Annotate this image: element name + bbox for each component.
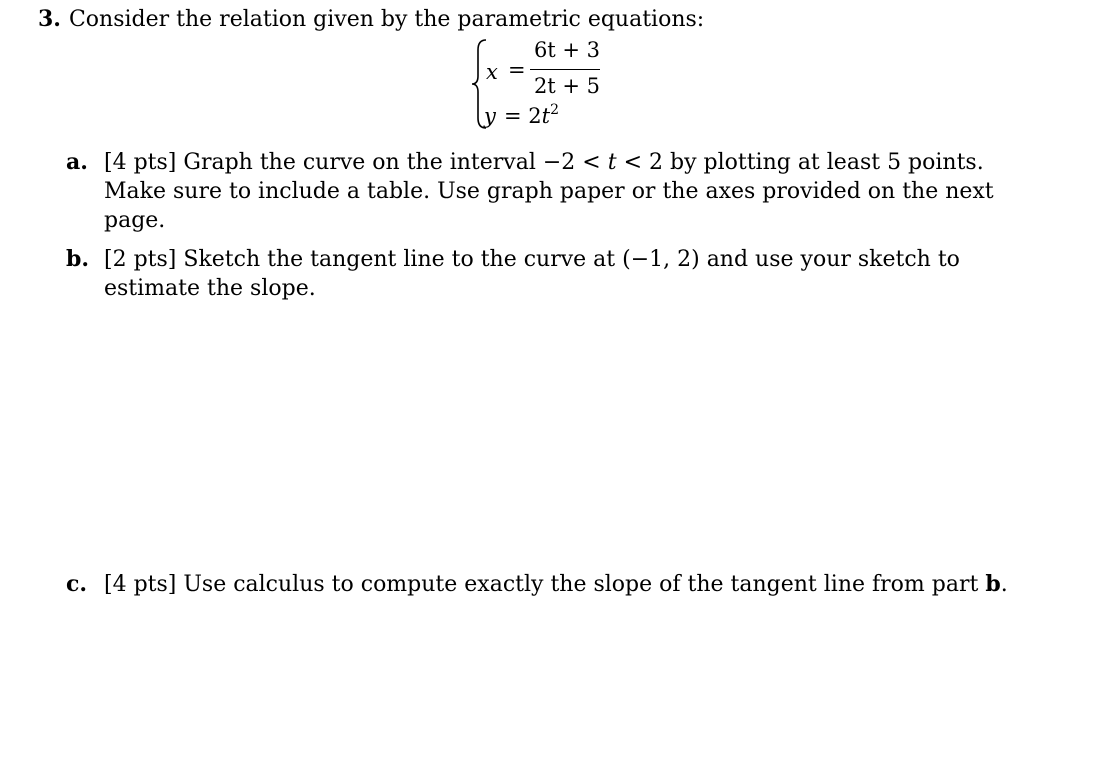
- x-equals-sign: =: [508, 58, 526, 82]
- part-a-text-2: < 2 by plotting at least 5 points. Make sure to include a table. Use graph paper or the axes provided on the next page.: [104, 150, 994, 233]
- part-a-body: [104, 148, 1014, 235]
- y-equation-rhs: [504, 102, 559, 128]
- part-b-body: [104, 245, 1014, 303]
- part-b-points: [2 pts]: [104, 247, 177, 272]
- problem-header: [38, 5, 704, 34]
- part-b-text: Sketch the tangent line to the curve at (−1, 2) and use your sketch to estimate the slope.: [104, 247, 960, 301]
- fraction-denominator: 2t + 5: [533, 74, 601, 98]
- parametric-equation-system: [470, 38, 620, 130]
- part-b-letter: b.: [66, 246, 90, 272]
- part-c-text: Use calculus to compute exactly the slope of the tangent line from part: [176, 572, 986, 597]
- fraction-bar: [530, 69, 600, 70]
- x-variable: x: [486, 60, 498, 84]
- part-c-letter: c.: [66, 571, 88, 597]
- fraction-numerator: 6t + 3: [533, 38, 601, 62]
- part-c-end: .: [1000, 572, 1008, 597]
- part-a-text-1: Graph the curve on the interval −2 <: [176, 150, 608, 175]
- part-c-points: [4 pts]: [104, 572, 177, 597]
- y-rhs-prefix: = 2: [504, 104, 542, 128]
- part-a-t-variable: t: [607, 150, 617, 175]
- y-rhs-exponent: 2: [550, 102, 560, 118]
- part-c-body: [104, 570, 1014, 599]
- problem-number: 3.: [38, 6, 61, 32]
- y-variable: y: [484, 104, 496, 128]
- part-a-letter: a.: [66, 149, 88, 175]
- y-rhs-variable: t: [541, 104, 551, 128]
- problem-intro: Consider the relation given by the parametric equations:: [68, 7, 705, 32]
- part-c-ref: b: [985, 571, 1001, 597]
- part-a-points: [4 pts]: [104, 150, 177, 175]
